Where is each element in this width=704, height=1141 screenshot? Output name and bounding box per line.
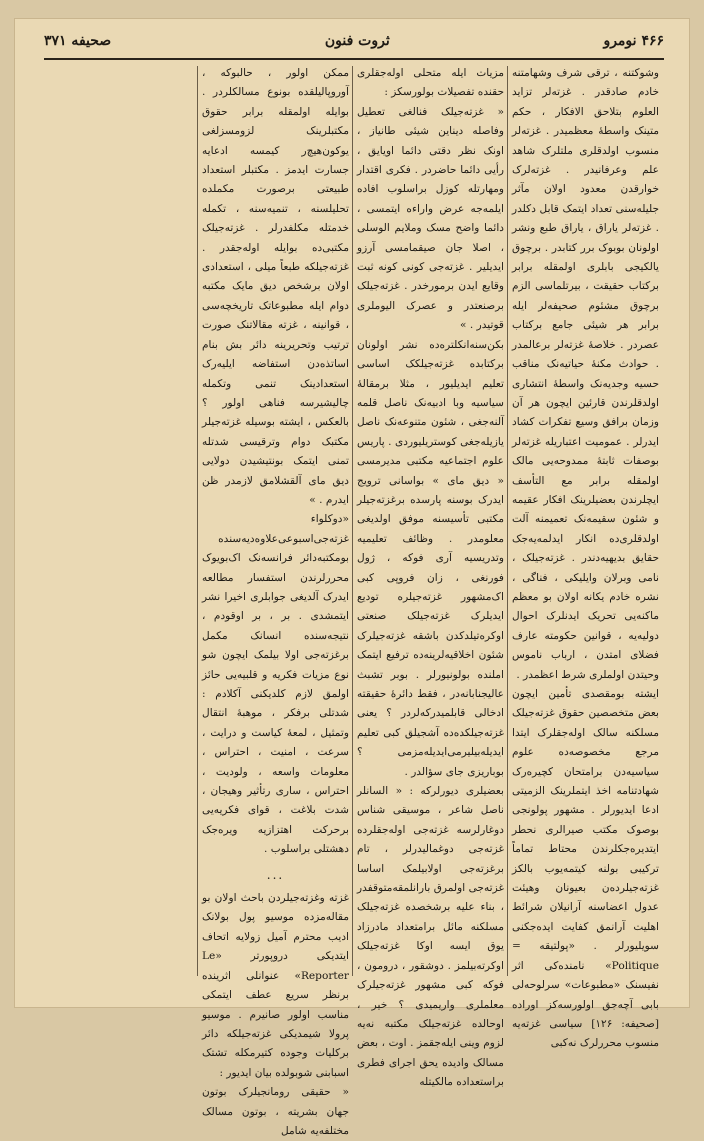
journal-title: ثروت فنون <box>324 33 390 49</box>
paragraph: وشوکتنه ، ترقی شرف وشهامتنه خادم صادقدر . غزته‌لر تزاید العلوم بتلاحق الافکار ، حکم متینک واسطهٔ معظمیدر . غزته‌لر منسوب اولدقلری ملتلرک شاهد علم وعرفانیدر . غزته‌لرک خوارقدن معدود اولان مآثر جلیله‌سنی تعداد ایتمک قابل دکلدر . غزته‌لر یاراق ، یاراق طبع ونشر اولونان بوبوک برر کتابدر . برچوق یالکیجی بابلری اولمقله برابر برکتاب حقیقت ، بیرتلماسی الزم برچوق مشئوم صحیفه‌لر ایله برابر هر شیئی جامع برکتاب عصردر . خلاصهٔ غزته‌لر برعالمدر . حوادث مکنهٔ حیاتیه‌نک مناقب حسیه وجدیه‌نک واسطهٔ انتشاری اولدقلرندن قارئین ایچون هر آن وزمان برافق وسیع تفکرات کشاد ایدرلر . عمومیت اعتباریله غزته‌لر بوصفات ثابتهٔ ممدوحه‌یی مالک اولمقله برابر مع التأسف ایچلرندن بعضیلرینک افکار عقیمه و شئون سقیمه‌نک تعمیمنه آلت اولدقلری‌ده انکار ایدلمه‌یه‌جک حقایق بدیهیه‌دندر . غزته‌جیلک ، نامی وبرلان وایلیکی ، فناگی ، نشره خادم یکانه اولان بو معظم ماکنه‌یی تحریک ایدنلرک احوال دولیه‌یه ، قوانین حکومته عارف فضلای امتدن ، ارباب ناموس وحیتدن اولملری شرط اعظمدر . <box>512 67 659 681</box>
paragraph: « حقیقی رومانجیلرک بوتون جهان بشریته ، بوتون مسالک مختلفه‌یه شامل <box>202 1086 349 1137</box>
paragraph: ممکن اولور ، حالبوکه ، آوروپالیلقده بونوع مسالکلردر . بوایله اولمقله برابر حقوق مکتبلرینک لزومسزلغی یوکون‌هیچ‌ر کیمسه ادعایه جسارت ایدمز . مکتبلر استعداد طبیعتی برصورت مکملده تحلیلسنه ، تنمیه‌سنه ، تکمله خدمتله مکلفدرلر . غزته‌جیلک مکتبی‌ده بوایله اوله‌جقدر . غزته‌جیلکه طبعاً میلی ، استعدادی اولان برشخص دیق مایک مکتبه دوام ایله مطبوعاتک تاریخچه‌سی ، قوانینه ، غزته مقالاتنک صورت ترتیب وتحریرینه دائر بش بنام اساتذه‌دن استفاضه ایلیه‌رک استعدادینک تنمی وتکمله چالیشیرسه فناهی اولور ؟ بالعکس ، ایشته بوسیله غزته‌جیلر مکتبک دوام وترقیسی شدتله تمنی ایتمک بونتیشیدن دولایی دیق مای آلقشلامق لازمدر ظن ایدرم . » <box>202 67 349 506</box>
paragraph: بکن‌سنه‌انکلتره‌ده نشر اولونان برکتابده غزته‌جیلکک اساسی تعلیم ایدیلیور ، مثلا برمقالهٔ سیاسیه وبا ادبیه‌نک ناصل قلمه آلنه‌جغی ، شئون متنوعه‌نک ناصل یازیله‌جغی کوستریلیوردی . پاریس علوم اجتماعیه مکتبی مدیرمسی « دیق مای » بواسانی ترویج ایدرک بوسنه پارسده برغزته‌جیلر مکتبی تأسیسنه موفق اولدیغی معلومدر . وظائف تعلیمیه وتدریسیه آری فوکه ، ژول فورنغی ، زان فروپی کبی اک‌مشهور غزته‌جیلره توديع ايدیلرک غزته‌جیلک صنعتی اوکره‌تیلدکدن باشقه غزته‌جیلرک شئون اخلاقیه‌لرینه‌ده ترفیع ایتمک املنده بولونیورلر . بوبر تشبث عالیجنابانه‌در ، فقط دائرهٔ حقیقته ادخالی قابلمیدرکه‌لردر ؟ یعنی غزته‌جیلکده‌ده آشجیلق کبی تعلیم ایدیله‌بیلیرمی‌ایدیله‌مزمی ؟ بوباریزی جای سؤالدر . <box>357 338 504 778</box>
column-divider <box>197 66 198 976</box>
paragraph: مزیات ایله متحلی اوله‌جقلری حقنده تفصیلات بولورسکز : <box>357 67 504 99</box>
page-number: صحیفه ۳۷۱ <box>44 33 112 49</box>
paragraph: بعضیلری دیورلرکه : « السانلر ناصل شاعر ، موسیقی شناس دوغارلرسه غزته‌جی اوله‌جقلرده غزته‌جی دوغمالیدرلر ، تام برغزته‌جی اولابیلمک اساسا غزته‌جی اولمرق بارانلمقه‌متوقفدر ، بناء علیه برشخصده غزته‌جیلک مسلکنه مائل برامتعداد مادرزاد یوق ایسه اوکا غزته‌جیلک اوکرته‌بیلمز . دوشقور ، درومون ، فوکه کبی مشهور غزته‌جیلرک معلملری واریمیدی ؟ خیر ، اوحالده غزته‌جیلک مکتبه نه‌یه لزوم وینی ایله‌جقمز . اوت ، بعض مسالک وادیده یحق اجرای فطری براستعداده مالکیتله <box>357 785 504 1089</box>
text-column-2 <box>357 64 504 1089</box>
column-divider <box>507 66 508 976</box>
running-header <box>44 28 664 54</box>
section-separator: ... <box>266 867 285 882</box>
header-rule <box>44 58 664 60</box>
paragraph: ایشته بومقصدی تأمین ایچون بعض متخصصین حقوق غزته‌جیلک مسلکنه سالک اوله‌جقلرک ایتدا مرجع مخصوصه‌ده علوم سیاسیه‌دن برامتحان کچیره‌رک شهادتنامه اخذ ایتملرینک الزمیتی ادعا ایدیورلر . مشهور پولونجی بوصوک مکتب صیرالری نحطر ایتدیره‌جکلرندن محتاط تماماً ترکیبی‌ بولنه کیتمه‌یوب بالکز غزته‌جیلرده‌ن بعیونان وهیئت عدول اعضاسنه آرانیلان شرائط اهلیت آرانمق کفایت ایده‌جکنی سویلیورلر . «پولتیقه = Politique» نامنده‌کی اثر نفیسنک «مطبوعات» سرلوحه‌لی بابی آچه‌جق اولورسه‌کز اوراده [صحیفه: ۱۲۶] سیاسی غزته‌یه منسوب محررلرک نه‌کبی <box>512 688 659 1050</box>
paragraph: « غزته‌جیلک فنالغی تعطیل وفاصله دیناین شیئی طانیاز ، اونک نظر دقتی دائما اویایق ، رأیی دائما حاضردر . فکری اقتدار ومهارتله کوزل براسلوب افاده ایلمه‌جه عرض واراءه ایتمسی ، دائما واضح مسک وملایم الوسلی ، اصلا جان صیقمامسی آرزو ایدیلیر . غزته‌جی کونی کونه ثبت وقایع ایدن برمورخدر . غزته‌جیلک برصنعتدر و عصرک الیوملری قوتیدر . » <box>357 105 504 332</box>
text-column-1 <box>512 64 659 1050</box>
paragraph: غزته وغزته‌جیلردن باحث اولان بو مقاله‌مزده موسیو پول بولانک ادیب محترم آمیل زولایه اتحاف ایتدیکی دروپورتر «Le Reporter» عنوانلی اثرینده برنظر سریع عطف ایتمکی مناسب اولور صانیرم . موسیو پرولا شیمدیکی غزته‌جیلکه دائر برکلیات وجوده کتیرمکله تشتک اسبابنی شوبولده بیان ایدیور : <box>202 892 349 1079</box>
paragraph: «دوکلواء غزته‌جی‌اسبوعی‌علاوه‌دیه‌سنده بومکتبه‌دائر فرانسه‌نک اک‌بویوک محررلرندن استفسار مطالعه ایدرک آلدیغی جوابلری اخیرا نشر ایتمشدی . بر ، بر اوقودم ، نتیجه‌سنده انسانک مکمل برغزته‌جی اولا بیلمک ایچون شو نوع مزیات فکریه و قلبیه‌یی حائز اولمق لازم کلدیکنی آکلادم : شدتلی برفکر ، موهبهٔ انتقال وتمثیل ، لمعهٔ کیاست و درایت ، سرعت ، امنیت ، احتراس ، معلومات واسعه ، ولودیت ، احتراس ، ساری رتأثیر وهیجان ، شدت بلاغت ، قوای فکریه‌یی برحرکت اهتزازیه ویره‌جک دهشتلی براسلوب . <box>202 513 349 856</box>
text-column-4 <box>47 64 194 984</box>
issue-number: ۴۶۶ نومرو <box>603 33 664 49</box>
text-column-3 <box>202 64 349 1137</box>
column-divider <box>352 66 353 976</box>
